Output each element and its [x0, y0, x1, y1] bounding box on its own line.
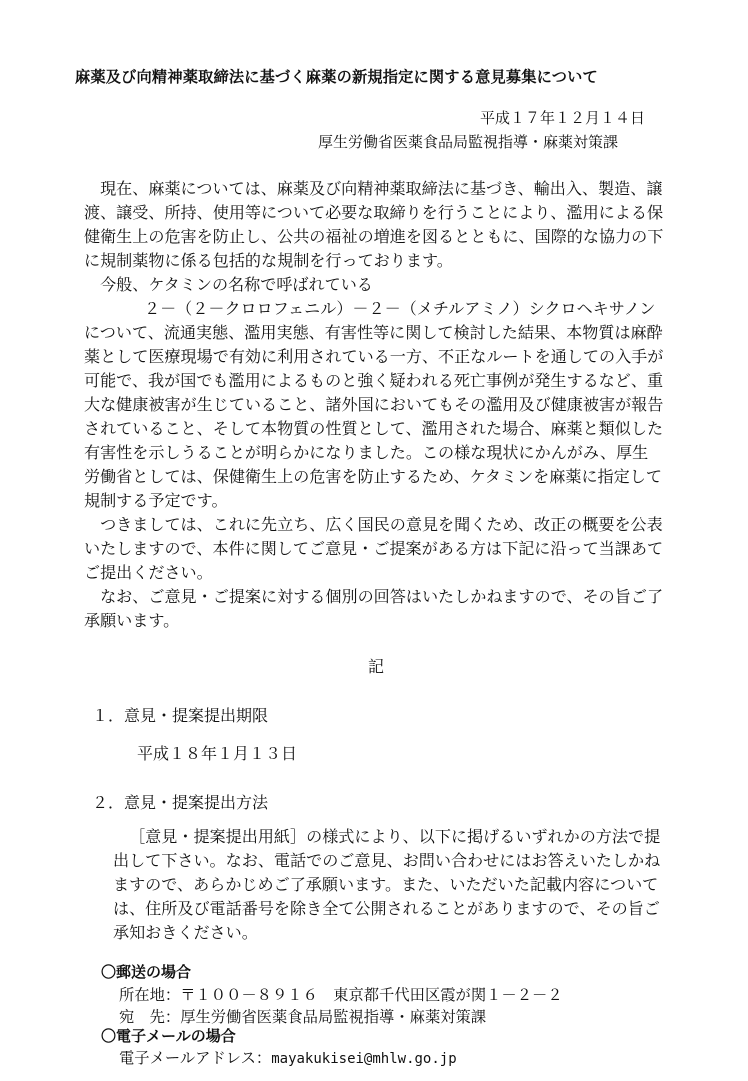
deadline-value: 平成１８年１月１３日 [137, 744, 298, 763]
email-label: 電子メールアドレス： [119, 1049, 272, 1067]
submission-method-text: ［意見・提案提出用紙］の様式により、以下に掲げるいずれかの方法で提出して下さい。なお、電話でのご意見、お問い合わせにはお答えいたしかねますので、あらかじめご了承願います。また、いただいた記載内容については、住所及び電話番号を除き全て公開されることがありますので、その旨ご承知おきください。 [113, 827, 661, 942]
section1-heading: １．意見・提案提出期限 [92, 706, 269, 725]
paragraph-no-reply: なお、ご意見・ご提案に対する個別の回答はいたしかねますので、その旨ご了承願います。 [84, 587, 664, 630]
document-title: 麻薬及び向精神薬取締法に基づく麻薬の新規指定に関する意見募集について [75, 68, 598, 86]
issue-date: 平成１７年１２月１４日 [480, 109, 646, 127]
paragraph-background: 現在、麻薬については、麻薬及び向精神薬取締法に基づき、輸出入、製造、譲渡、譲受、所持、使用等について必要な取締りを行うことにより、濫用による保健衛生上の危害を防止し、公共の福祉の増進を図るとともに、国際的な協力の下に規制薬物に係る包括的な規制を行っております。 [84, 179, 664, 270]
postal-address: 所在地：〒１００－８９１６ 東京都千代田区霞が関１－２－２ [119, 986, 563, 1004]
postal-heading: 〇郵送の場合 [101, 963, 192, 981]
main-body [84, 177, 664, 633]
paragraph-ketamine-intro: 今般、ケタミンの名称で呼ばれている [100, 275, 373, 294]
chemical-name: ２－（２－クロロフェニル）－２－（メチルアミノ）シクロヘキサノン [144, 299, 656, 318]
ki-marker: 記 [368, 657, 385, 676]
email-heading: 〇電子メールの場合 [101, 1027, 236, 1045]
email-line [119, 1046, 457, 1068]
postal-destination: 宛 先：厚生労働省医薬食品局監視指導・麻薬対策課 [119, 1008, 487, 1026]
issuing-department: 厚生労働省医薬食品局監視指導・麻薬対策課 [318, 133, 619, 151]
section2-heading: ２．意見・提案提出方法 [92, 793, 269, 812]
paragraph-ketamine-findings: について、流通実態、濫用実態、有害性等に関して検討した結果、本物質は麻酔薬として医療現場で有効に利用されている一方、不正なルートを通しての入手が可能で、我が国でも濫用によるものと強く疑われる死亡事例が発生するなど、重大な健康被害が生じていること、諸外国においてもその濫用及び健康被害が報告されていること、そして本物質の性質として、濫用された場合、麻薬と類似した有害性を示しうることが明らかになりました。この様な現状にかんがみ、厚生労働省としては、保健衛生上の危害を防止するため、ケタミンを麻薬に指定して規制する予定です。 [84, 323, 664, 510]
paragraph-request: つきましては、これに先立ち、広く国民の意見を聞くため、改正の概要を公表いたしますので、本件に関してご意見・ご提案がある方は下記に沿って当課あてご提出ください。 [84, 515, 664, 582]
email-address-link[interactable]: mayakukisei@mhlw.go.jp [271, 1051, 457, 1067]
submission-method [113, 825, 673, 945]
